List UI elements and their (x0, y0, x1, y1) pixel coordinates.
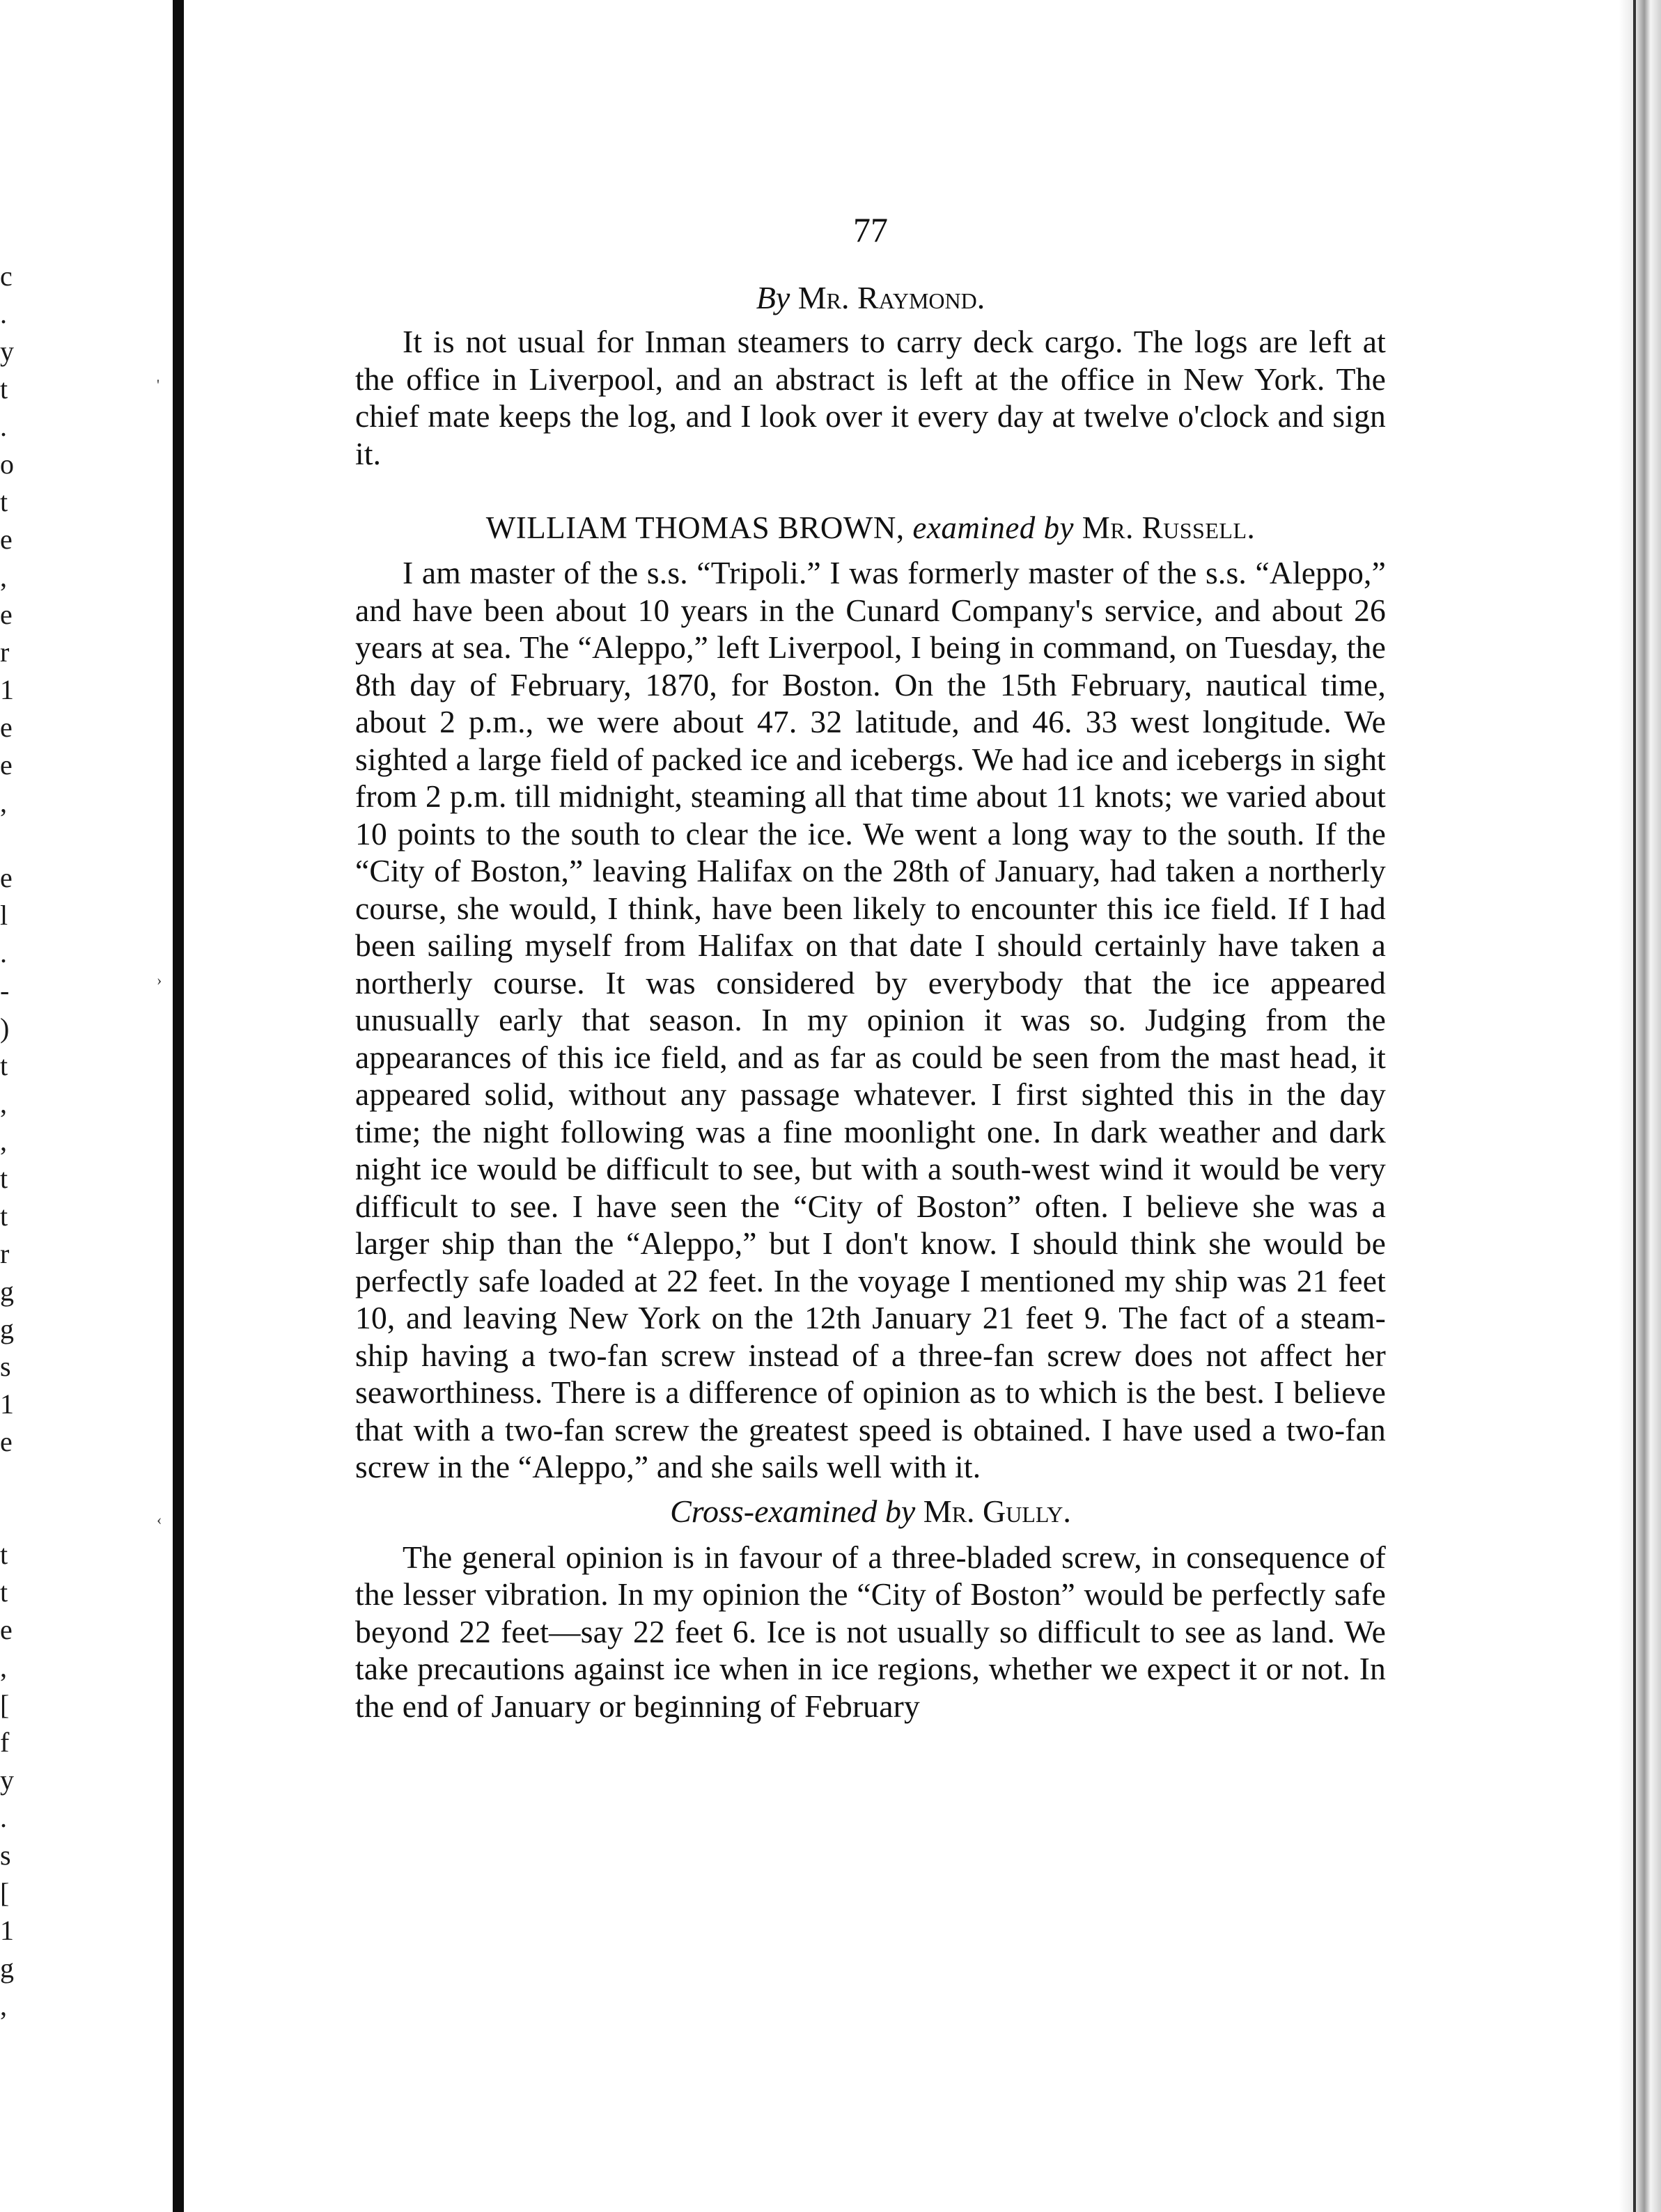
gutter-fragment: g (0, 1276, 14, 1307)
gutter-fragment: , (0, 1652, 7, 1683)
gutter-fragment: e (0, 749, 13, 781)
gutter-fragment: e (0, 599, 13, 630)
gutter-fragment: s (0, 1840, 11, 1871)
gutter-fragment: t (0, 486, 8, 517)
paragraph-brown-examination: I am master of the s.s. “Tripoli.” I was formerly master of the s.s. “Aleppo,” and have been about 10 years in the Cunard Company's service, and about 26 years at sea. The “Aleppo,” left Liverpool, I being in command, on Tuesday, the 8th day of February, 1870, for Boston. On the 15th February, nautical time, about 2 p.m., we were about 47. 32 latitude, and 46. 33 west longitude. We sighted a large field of packed ice and icebergs. We had ice and icebergs in sight from 2 p.m. till midnight, steaming all that time about 11 knots; we varied about 10 points to the south to clear the ice. We went a long way to the south. If the “City of Boston,” leaving Halifax on the 28th of January, had taken a northerly course, she would, I think, have been likely to encounter this ice field. If I had been sailing myself from Halifax on that date I should certainly have taken a northerly course. It was considered by everybody that the ice appeared unusually early that season. In my opinion it was so. Judging from the appearances of this ice field, and as far as could be seen from the mast head, it appeared solid, without any passage whatever. I first sighted this in the day time; the night following was a fine moonlight one. In dark weather and dark night ice would be difficult to see, but with a south-west wind it would be very difficult to see. I have seen the “City of Boston” often. I believe she was a larger ship than the “Aleppo,” but I don't know. I should think she would be perfectly safe loaded at 22 feet. In the voyage I mentioned my ship was 21 feet 10, and leaving New York on the 12th January 21 feet 9. The fact of a steam-ship having a two-fan screw instead of a three-fan screw does not affect her seaworthiness. There is a difference of opinion as to which is the best. I believe that with a two-fan screw the greatest speed is obtained. I have used a two-fan screw in the “Aleppo,” and she sails well with it. (355, 555, 1386, 1484)
gutter-specks: ' › ‹ (157, 376, 162, 1528)
gutter-fragment: , (0, 561, 7, 593)
gutter-fragment: 1 (0, 674, 14, 705)
section-heading-examiner: Mr. Raymond. (797, 280, 985, 315)
gutter-fragment (0, 1461, 21, 1498)
cross-examination-heading (355, 1491, 1386, 1532)
gutter-fragment: o (0, 448, 14, 480)
gutter-fragment (0, 822, 21, 859)
gutter-fragment: 1 (0, 1915, 14, 1946)
cross-heading-lead: Cross-examined by (670, 1493, 916, 1529)
gutter-fragment: f (0, 1727, 10, 1758)
gutter-fragment: - (0, 975, 10, 1006)
gutter-fragment: [ (0, 1877, 10, 1908)
gutter-fragment: g (0, 1952, 14, 1984)
page-edge (1619, 0, 1661, 2212)
gutter-fragment: 1 (0, 1388, 14, 1420)
facing-page-fragments (0, 258, 21, 2025)
gutter-fragment: y (0, 1764, 14, 1796)
gutter-fragment: t (0, 1539, 8, 1570)
section-heading-raymond (355, 279, 1386, 317)
page-body (355, 209, 1386, 1725)
gutter-fragment: l (0, 900, 8, 931)
gutter-fragment: e (0, 1426, 13, 1457)
paragraph-cross-examination: The general opinion is in favour of a three-bladed screw, in consequence of the lesser vibration. In my opinion the “City of Boston” would be perfectly safe beyond 22 feet—say 22 feet 6. Ice is not usually so difficult to see as land. We take precautions against ice when in ice regions, whether we expect it or not. In the end of January or beginning of February (355, 1539, 1386, 1724)
gutter-fragment: t (0, 373, 8, 405)
gutter-fragment: ) (0, 1012, 10, 1044)
gutter-fragment (0, 1498, 21, 1536)
gutter-fragment: s (0, 1351, 11, 1382)
gutter-fragment: t (0, 1576, 8, 1608)
paragraph-raymond: It is not usual for Inman steamers to carry deck cargo. The logs are left at the office in Liverpool, and an abstract is left at the office in New York. The chief mate keeps the log, and I look over it every day at twelve o'clock and sign it. (355, 324, 1386, 471)
gutter-fragment: . (0, 411, 7, 442)
gutter-fragment: e (0, 1614, 13, 1645)
gutter-fragment: , (0, 787, 7, 818)
gutter-fragment: . (0, 298, 7, 329)
gutter-fragment: e (0, 524, 13, 555)
gutter-fragment: t (0, 1200, 8, 1232)
gutter-fragment: [ (0, 1689, 10, 1720)
gutter-fragment: . (0, 937, 7, 968)
witness-heading (355, 507, 1386, 549)
gutter-fragment: c (0, 260, 13, 292)
gutter-fragment: , (0, 1125, 7, 1156)
facing-page-gutter (0, 0, 173, 2212)
witness-name: WILLIAM THOMAS BROWN, (485, 510, 905, 545)
witness-role: examined by (912, 510, 1075, 545)
section-heading-lead: By (756, 280, 790, 315)
gutter-fragment: r (0, 1238, 10, 1269)
gutter-fragment: g (0, 1313, 14, 1344)
gutter-fragment: . (0, 1802, 7, 1833)
cross-heading-examiner: Mr. Gully. (923, 1493, 1071, 1529)
gutter-fragment: r (0, 636, 10, 668)
gutter-fragment: , (0, 1088, 7, 1119)
gutter-fragment: e (0, 862, 13, 893)
gutter-fragment: y (0, 336, 14, 367)
gutter-fragment: , (0, 1990, 7, 2021)
gutter-fragment: t (0, 1163, 8, 1194)
page-number: 77 (853, 210, 888, 249)
gutter-fragment: t (0, 1050, 8, 1081)
gutter-fragment: e (0, 712, 13, 743)
witness-examiner: Mr. Russell. (1082, 510, 1256, 545)
